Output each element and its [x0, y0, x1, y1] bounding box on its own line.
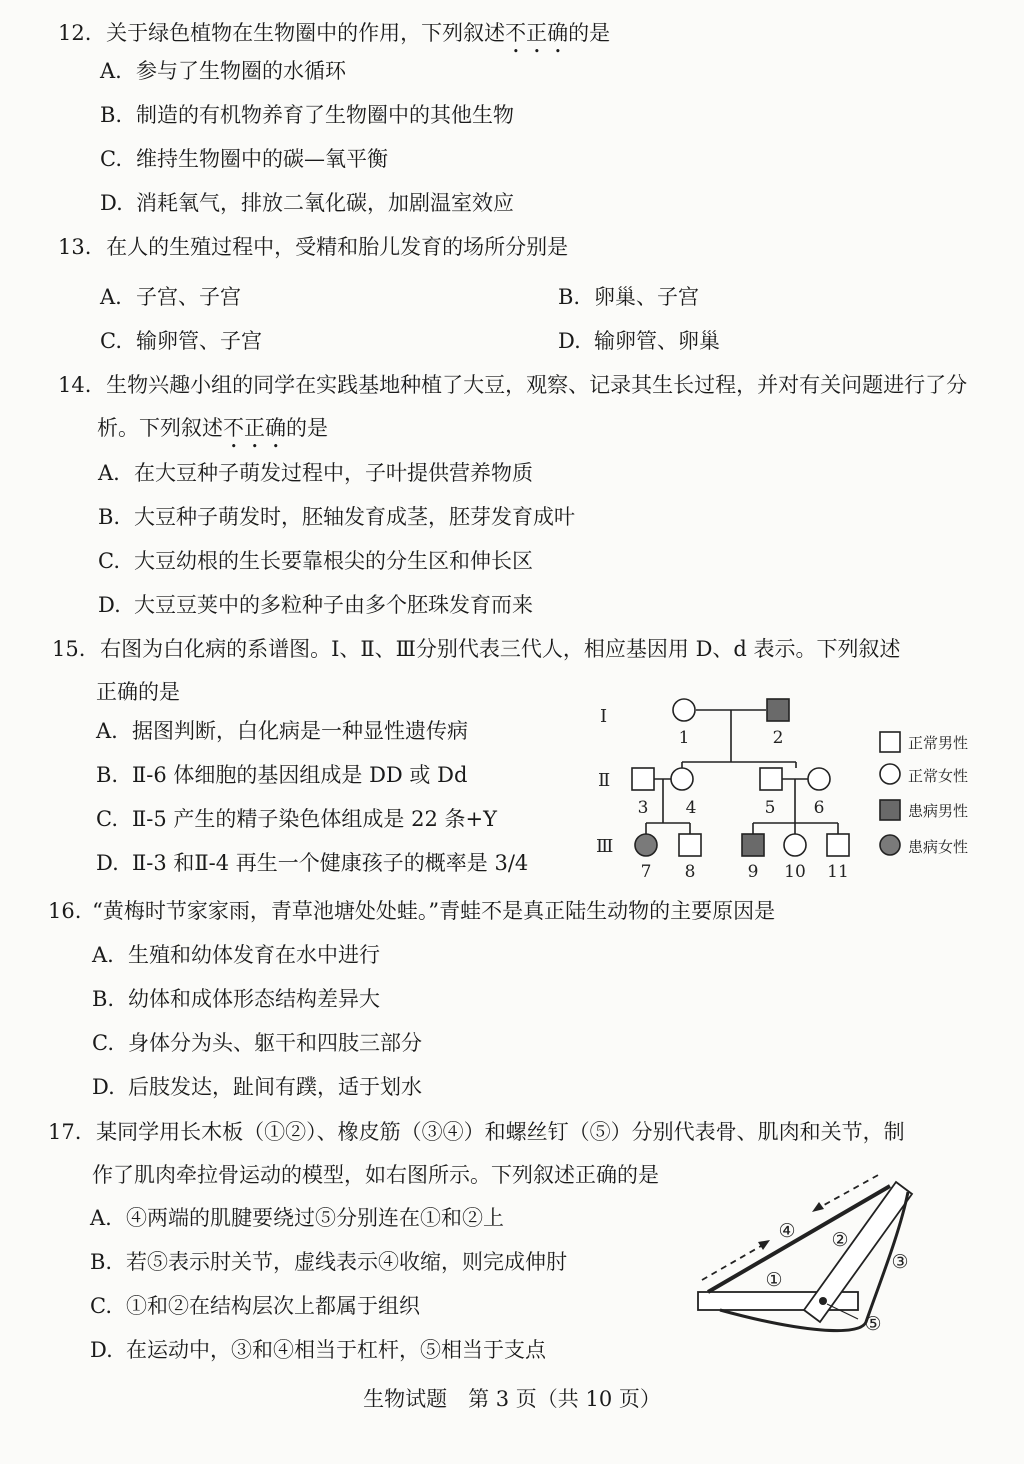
option-a: A. 生殖和幼体发育在水中进行	[92, 943, 380, 967]
model-label: ⑤	[864, 1313, 882, 1335]
individual-11-male	[827, 834, 849, 856]
option-a: A. 子宫、子宫	[100, 285, 241, 309]
individual-10-female	[784, 834, 806, 856]
individual-1-female	[673, 699, 695, 721]
model-label: ①	[765, 1269, 783, 1291]
question-stem: “黄梅时节家家雨，青草池塘处处蛙。”青蛙不是真正陆生动物的主要原因是	[92, 899, 776, 923]
question-14-stem-line2: 析。下列叙述不正确的是	[97, 416, 328, 440]
individual-9-affected-male	[742, 834, 764, 856]
individual-number: 6	[813, 798, 825, 818]
option-a: A. ④两端的肌腱要绕过⑤分别连在①和②上	[90, 1206, 504, 1230]
emphasis-text: 不正确	[223, 416, 286, 440]
legend-normal-male-symbol	[880, 732, 900, 752]
question-stem: 在人的生殖过程中，受精和胎儿发育的场所分别是	[106, 235, 569, 259]
generation-label: Ⅰ	[600, 706, 608, 727]
question-number: 15.	[52, 637, 86, 661]
question-stem: 关于绿色植物在生物圈中的作用，下列叙述不正确的是	[106, 21, 611, 45]
question-stem: 某同学用长木板（①②）、橡皮筋（③④）和螺丝钉（⑤）分别代表骨、肌肉和关节，制	[96, 1120, 905, 1144]
question-14	[58, 370, 967, 400]
legend-normal-female-symbol	[880, 764, 900, 784]
model-label: ③	[891, 1251, 909, 1273]
emphasis-text: 不正确	[505, 21, 569, 45]
legend-label: 患病女性	[908, 838, 969, 856]
question-number: 16.	[48, 899, 82, 923]
option-c: C. 身体分为头、躯干和四肢三部分	[92, 1031, 422, 1055]
pedigree-chart	[590, 688, 1000, 888]
generation-label: Ⅱ	[598, 770, 611, 791]
individual-number: 7	[640, 862, 652, 882]
individual-7-affected-female	[635, 834, 657, 856]
option-b: B. Ⅱ-6 体细胞的基因组成是 DD 或 Dd	[96, 763, 468, 787]
option-c: C. 大豆幼根的生长要靠根尖的分生区和伸长区	[98, 549, 533, 573]
option-c: C. 输卵管、子宫	[100, 329, 262, 353]
arrow-head-icon	[758, 1240, 770, 1250]
option-d: D. Ⅱ-3 和Ⅱ-4 再生一个健康孩子的概率是 3/4	[96, 851, 529, 875]
individual-3-male	[632, 768, 654, 790]
option-a: A. 在大豆种子萌发过程中，子叶提供营养物质	[98, 461, 533, 485]
question-number: 14.	[58, 373, 92, 397]
dashed-line-right	[815, 1174, 880, 1210]
individual-number: 1	[678, 728, 690, 748]
question-number: 17.	[48, 1120, 82, 1144]
option-c: C. Ⅱ-5 产生的精子染色体组成是 22 条+Y	[96, 807, 497, 831]
question-17	[48, 1117, 905, 1147]
page-footer: 生物试题 第 3 页（共 10 页）	[363, 1387, 661, 1411]
individual-4-female	[671, 768, 693, 790]
option-d: D. 消耗氧气，排放二氧化碳，加剧温室效应	[100, 191, 514, 215]
model-label: ④	[778, 1220, 796, 1242]
option-a: A. 据图判断，白化病是一种显性遗传病	[96, 719, 468, 743]
individual-number: 3	[637, 798, 649, 818]
legend-label: 正常男性	[908, 734, 969, 752]
individual-number: 8	[684, 862, 696, 882]
individual-number: 11	[827, 862, 849, 882]
question-12	[58, 18, 610, 58]
model-label: ②	[831, 1229, 849, 1251]
individual-number: 4	[685, 798, 697, 818]
option-d: D. 大豆豆荚中的多粒种子由多个胚珠发育而来	[98, 593, 533, 617]
individual-number: 5	[764, 798, 776, 818]
individual-6-female	[808, 768, 830, 790]
option-a: A. 参与了生物圈的水循环	[100, 59, 346, 83]
legend-affected-female-symbol	[880, 835, 900, 855]
question-16	[48, 896, 775, 926]
question-17-stem-line2: 作了肌肉牵拉骨运动的模型，如右图所示。下列叙述正确的是	[92, 1163, 659, 1187]
question-13	[58, 232, 568, 262]
individual-5-male	[760, 768, 782, 790]
option-b: B. 若⑤表示肘关节，虚线表示④收缩，则完成伸肘	[90, 1250, 567, 1274]
option-b: B. 幼体和成体形态结构差异大	[92, 987, 380, 1011]
option-d: D. 后肢发达，趾间有蹼，适于划水	[92, 1075, 422, 1099]
legend-label: 正常女性	[908, 767, 969, 785]
legend-affected-male-symbol	[880, 800, 900, 820]
option-d: D. 输卵管、卵巢	[558, 329, 720, 353]
individual-number: 9	[747, 862, 759, 882]
arrow-head-icon	[812, 1202, 824, 1212]
option-d: D. 在运动中，③和④相当于杠杆，⑤相当于支点	[90, 1338, 546, 1362]
option-b: B. 制造的有机物养育了生物圈中的其他生物	[100, 103, 514, 127]
question-stem: 生物兴趣小组的同学在实践基地种植了大豆，观察、记录其生长过程，并对有关问题进行了分	[106, 373, 968, 397]
individual-8-male	[679, 834, 701, 856]
option-c: C. 维持生物圈中的碳—氧平衡	[100, 147, 388, 171]
legend-label: 患病男性	[908, 802, 969, 820]
screw-joint-5	[819, 1297, 827, 1305]
muscle-bone-model-figure	[690, 1172, 930, 1352]
question-15-stem-line2: 正确的是	[96, 680, 180, 704]
option-b: B. 卵巢、子宫	[558, 285, 699, 309]
question-number: 12.	[58, 21, 92, 45]
individual-number: 2	[772, 728, 784, 748]
individual-2-affected-male	[767, 699, 789, 721]
option-b: B. 大豆种子萌发时，胚轴发育成茎，胚芽发育成叶	[98, 505, 575, 529]
option-c: C. ①和②在结构层次上都属于组织	[90, 1294, 420, 1318]
question-stem: 右图为白化病的系谱图。Ⅰ、Ⅱ、Ⅲ分别代表三代人，相应基因用 D、d 表示。下列叙述	[100, 637, 901, 661]
question-number: 13.	[58, 235, 92, 259]
individual-number: 10	[784, 862, 806, 882]
question-15	[52, 634, 901, 664]
generation-label: Ⅲ	[596, 836, 614, 857]
